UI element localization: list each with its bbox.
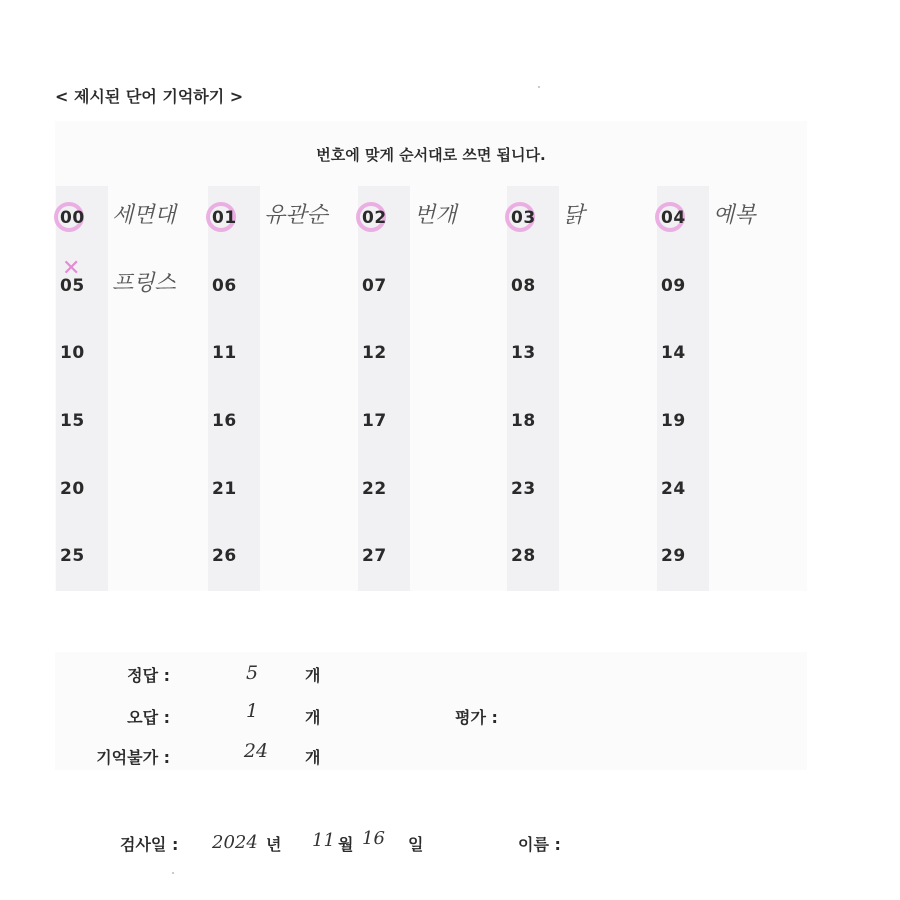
item-number: 03 bbox=[511, 208, 536, 228]
item-number: 00 bbox=[60, 208, 85, 228]
month-unit: 월 bbox=[338, 835, 354, 854]
handwritten-answer: 유관순 bbox=[264, 203, 328, 228]
page-title: < 제시된 단어 기억하기 > bbox=[55, 87, 244, 106]
item-number: 11 bbox=[212, 343, 237, 363]
item-number: 27 bbox=[362, 546, 387, 566]
item-number: 18 bbox=[511, 411, 536, 431]
item-number: 19 bbox=[661, 411, 686, 431]
wrong-label: 오답 : bbox=[127, 708, 170, 727]
item-number: 13 bbox=[511, 343, 536, 363]
item-number: 17 bbox=[362, 411, 387, 431]
item-number: 08 bbox=[511, 276, 536, 296]
item-number: 05 bbox=[60, 276, 85, 296]
column-band bbox=[358, 186, 410, 591]
item-number: 26 bbox=[212, 546, 237, 566]
item-number: 07 bbox=[362, 276, 387, 296]
item-number: 01 bbox=[212, 208, 237, 228]
item-number: 20 bbox=[60, 479, 85, 499]
forgot-unit: 개 bbox=[305, 748, 321, 767]
handwritten-answer: 닭 bbox=[563, 203, 585, 228]
column-band bbox=[208, 186, 260, 591]
forgot-count: 24 bbox=[243, 740, 269, 762]
item-number: 21 bbox=[212, 479, 237, 499]
handwritten-answer: 세면대 bbox=[112, 203, 176, 228]
column-band bbox=[657, 186, 709, 591]
item-number: 29 bbox=[661, 546, 686, 566]
wrong-unit: 개 bbox=[305, 708, 321, 727]
item-number: 15 bbox=[60, 411, 85, 431]
column-band bbox=[56, 186, 108, 591]
handwritten-answer: 번개 bbox=[414, 203, 457, 228]
item-number: 10 bbox=[60, 343, 85, 363]
evaluation-label: 평가 : bbox=[455, 708, 498, 727]
instruction-text: 번호에 맞게 순서대로 쓰면 됩니다. bbox=[316, 146, 546, 164]
item-number: 25 bbox=[60, 546, 85, 566]
item-number: 06 bbox=[212, 276, 237, 296]
wrong-cross-mark: ✕ bbox=[62, 256, 81, 281]
forgot-label: 기억불가 : bbox=[96, 748, 170, 767]
day-unit: 일 bbox=[408, 835, 424, 854]
handwritten-answer: 프링스 bbox=[112, 271, 176, 296]
item-number: 04 bbox=[661, 208, 686, 228]
item-number: 24 bbox=[661, 479, 686, 499]
item-number: 14 bbox=[661, 343, 686, 363]
wrong-count: 1 bbox=[245, 700, 259, 722]
item-number: 28 bbox=[511, 546, 536, 566]
item-number: 23 bbox=[511, 479, 536, 499]
date-year: 2024 bbox=[212, 832, 258, 853]
date-month: 11 bbox=[312, 830, 335, 851]
correct-label: 정답 : bbox=[127, 666, 170, 685]
correct-count: 5 bbox=[245, 662, 259, 684]
handwritten-answer: 예복 bbox=[713, 203, 756, 228]
item-number: 22 bbox=[362, 479, 387, 499]
date-day: 16 bbox=[362, 828, 385, 849]
correct-unit: 개 bbox=[305, 666, 321, 685]
item-number: 02 bbox=[362, 208, 387, 228]
scan-speck bbox=[538, 86, 540, 88]
column-band bbox=[507, 186, 559, 591]
item-number: 12 bbox=[362, 343, 387, 363]
date-label: 검사일 : bbox=[120, 835, 179, 854]
item-number: 09 bbox=[661, 276, 686, 296]
name-label: 이름 : bbox=[518, 835, 561, 854]
scan-speck bbox=[172, 872, 174, 874]
year-unit: 년 bbox=[266, 835, 282, 854]
item-number: 16 bbox=[212, 411, 237, 431]
